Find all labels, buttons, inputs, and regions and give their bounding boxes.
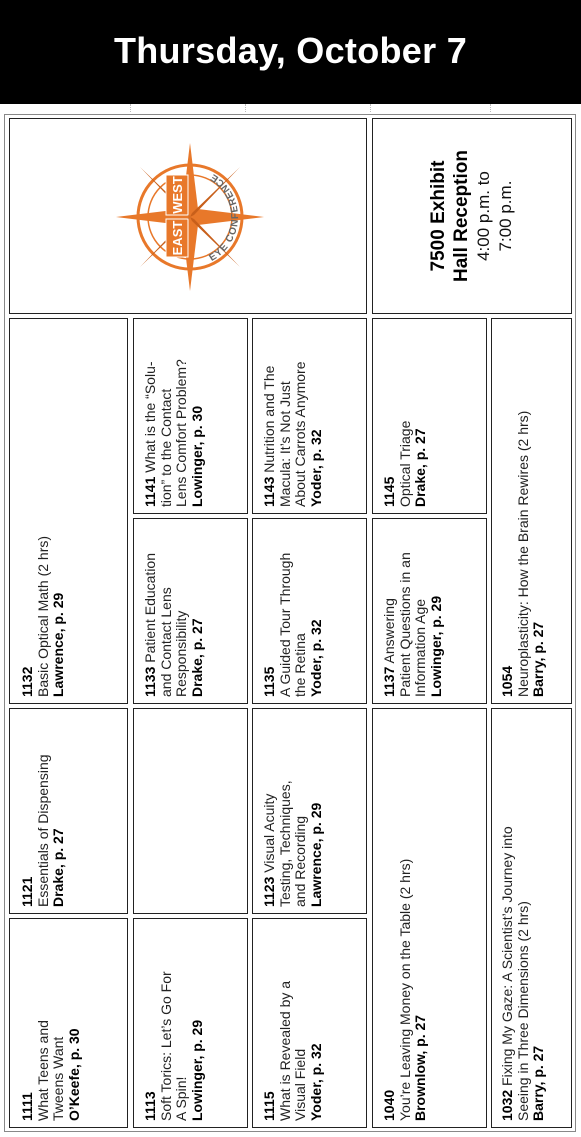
reception-title-line2: Hall Reception (451, 150, 472, 282)
session-title-line: Basic Optical Math (2 hrs) (34, 535, 50, 697)
session-code: 1040 (380, 1089, 397, 1121)
session-1054-cell (491, 318, 572, 704)
session-1113-cell (133, 918, 248, 1128)
session-speaker: Barry, p. 27 (529, 1045, 546, 1121)
session-title-line: What is Revealed by a (276, 980, 292, 1121)
session-title-line: and Recording (291, 815, 308, 907)
session-1115-cell (252, 918, 367, 1128)
session-title-line: the Retina (291, 633, 308, 697)
session-1135-cell (252, 518, 367, 704)
session-1132-cell (9, 318, 128, 704)
session-speaker: O’Keefe, p. 30 (65, 1028, 81, 1121)
session-title-line: Macula: It’s Not Just (276, 381, 292, 507)
session-title-line: Lens Comfort Problem? (172, 359, 189, 507)
session-speaker: Brownlow, p. 27 (411, 1014, 428, 1121)
session-code: 1137 (380, 666, 397, 697)
logo-ring-text: EYE CONFERENCE (207, 170, 242, 264)
session-1123-cell (252, 708, 367, 914)
session-speaker: Drake, p. 27 (411, 428, 428, 507)
session-title-line: Visual Field (291, 1048, 308, 1121)
session-speaker: Yoder, p. 32 (307, 429, 323, 507)
session-title-line: 1143 Nutrition and The (260, 365, 277, 507)
session-title-line: Tweens Want (49, 1036, 66, 1121)
session-1111-cell (9, 918, 128, 1128)
session-title-line: and Contact Lens (157, 587, 173, 697)
logo-east-text: EAST (170, 220, 185, 256)
session-code: 1123 (260, 876, 277, 907)
reception-title-line1: 7500 Exhibit (428, 160, 449, 272)
logo-cell (9, 118, 367, 314)
logo-west-text: WEST (170, 176, 185, 214)
session-title-line: A Guided Tour Through (276, 552, 292, 697)
session-1040-cell (372, 708, 487, 1128)
session-speaker: Lowinger, p. 29 (188, 1019, 204, 1121)
empty-cell (133, 708, 248, 914)
session-title-line: 1133 Patient Education (141, 552, 158, 697)
session-speaker: Lawrence, p. 29 (49, 592, 66, 697)
session-speaker: Lawrence, p. 29 (307, 802, 323, 907)
session-title-line: 1141 What is the “Solu- (141, 361, 158, 507)
reception-time-line1: 4:00 p.m. to (474, 171, 493, 261)
session-code: 1143 (260, 476, 277, 507)
session-speaker: Drake, p. 27 (188, 618, 204, 697)
session-code: 1145 (380, 476, 397, 507)
session-title-line: Information Age (411, 598, 428, 697)
session-title-line: Soft Torics: Let’s Go For (157, 971, 173, 1121)
session-speaker: Barry, p. 27 (529, 621, 546, 697)
session-code: 1141 (141, 476, 158, 507)
session-speaker: Yoder, p. 32 (307, 619, 323, 697)
session-title-line: Neuroplasticity: How the Brain Rewires (2 hrs) (514, 410, 530, 697)
session-1141-cell (133, 318, 248, 514)
session-title-line: You’re Leaving Money on the Table (2 hrs) (396, 858, 412, 1121)
session-code: 1133 (141, 666, 158, 697)
reception-time-line2: 7:00 p.m. (496, 180, 515, 252)
session-1032-cell (491, 708, 572, 1128)
session-title-line: 1137 Answering (380, 598, 397, 697)
east-west-eye-conference-logo (110, 137, 270, 297)
session-title-line: What Teens and (34, 1020, 50, 1121)
session-speaker: Lowinger, p. 30 (188, 405, 204, 507)
session-title-line: tion” to the Contact (157, 388, 173, 507)
session-speaker: Yoder, p. 32 (307, 1043, 323, 1121)
session-1133-cell (133, 518, 248, 704)
session-code: 1121 (18, 876, 35, 907)
session-code: 1115 (260, 1091, 277, 1121)
session-1121-cell (9, 708, 128, 914)
session-code: 1032 (498, 1089, 515, 1121)
session-code: 1132 (18, 666, 35, 697)
reception-cell (372, 118, 572, 314)
session-code: 1113 (141, 1091, 158, 1121)
session-title-line: 1123 Visual Acuity (260, 793, 277, 907)
session-1143-cell (252, 318, 367, 514)
session-title-line: Seeing in Three Dimensions (2 hrs) (514, 901, 530, 1121)
session-speaker: Drake, p. 27 (49, 828, 66, 907)
session-title-line: A Spin! (172, 1076, 189, 1121)
session-code: 1135 (260, 666, 277, 697)
session-title-line: Optical Triage (396, 420, 412, 507)
session-title-line: Essentials of Dispensing (34, 754, 50, 907)
session-speaker: Lowinger, p. 29 (427, 595, 443, 697)
session-title-line: Responsibility (172, 610, 189, 697)
session-title-line: Testing, Techniques, (276, 780, 292, 907)
page-title: Thursday, October 7 (113, 30, 468, 71)
session-1145-cell (372, 318, 487, 514)
session-title-line: About Carrots Anymore (291, 361, 308, 507)
session-title-line: Patient Questions in an (396, 552, 412, 697)
session-title-line: 1032 Fixing My Gaze: A Scientist’s Journey into (498, 826, 515, 1121)
session-code: 1054 (498, 665, 515, 697)
session-1137-cell (372, 518, 487, 704)
session-code: 1111 (18, 1092, 35, 1121)
page-header (0, 0, 581, 104)
